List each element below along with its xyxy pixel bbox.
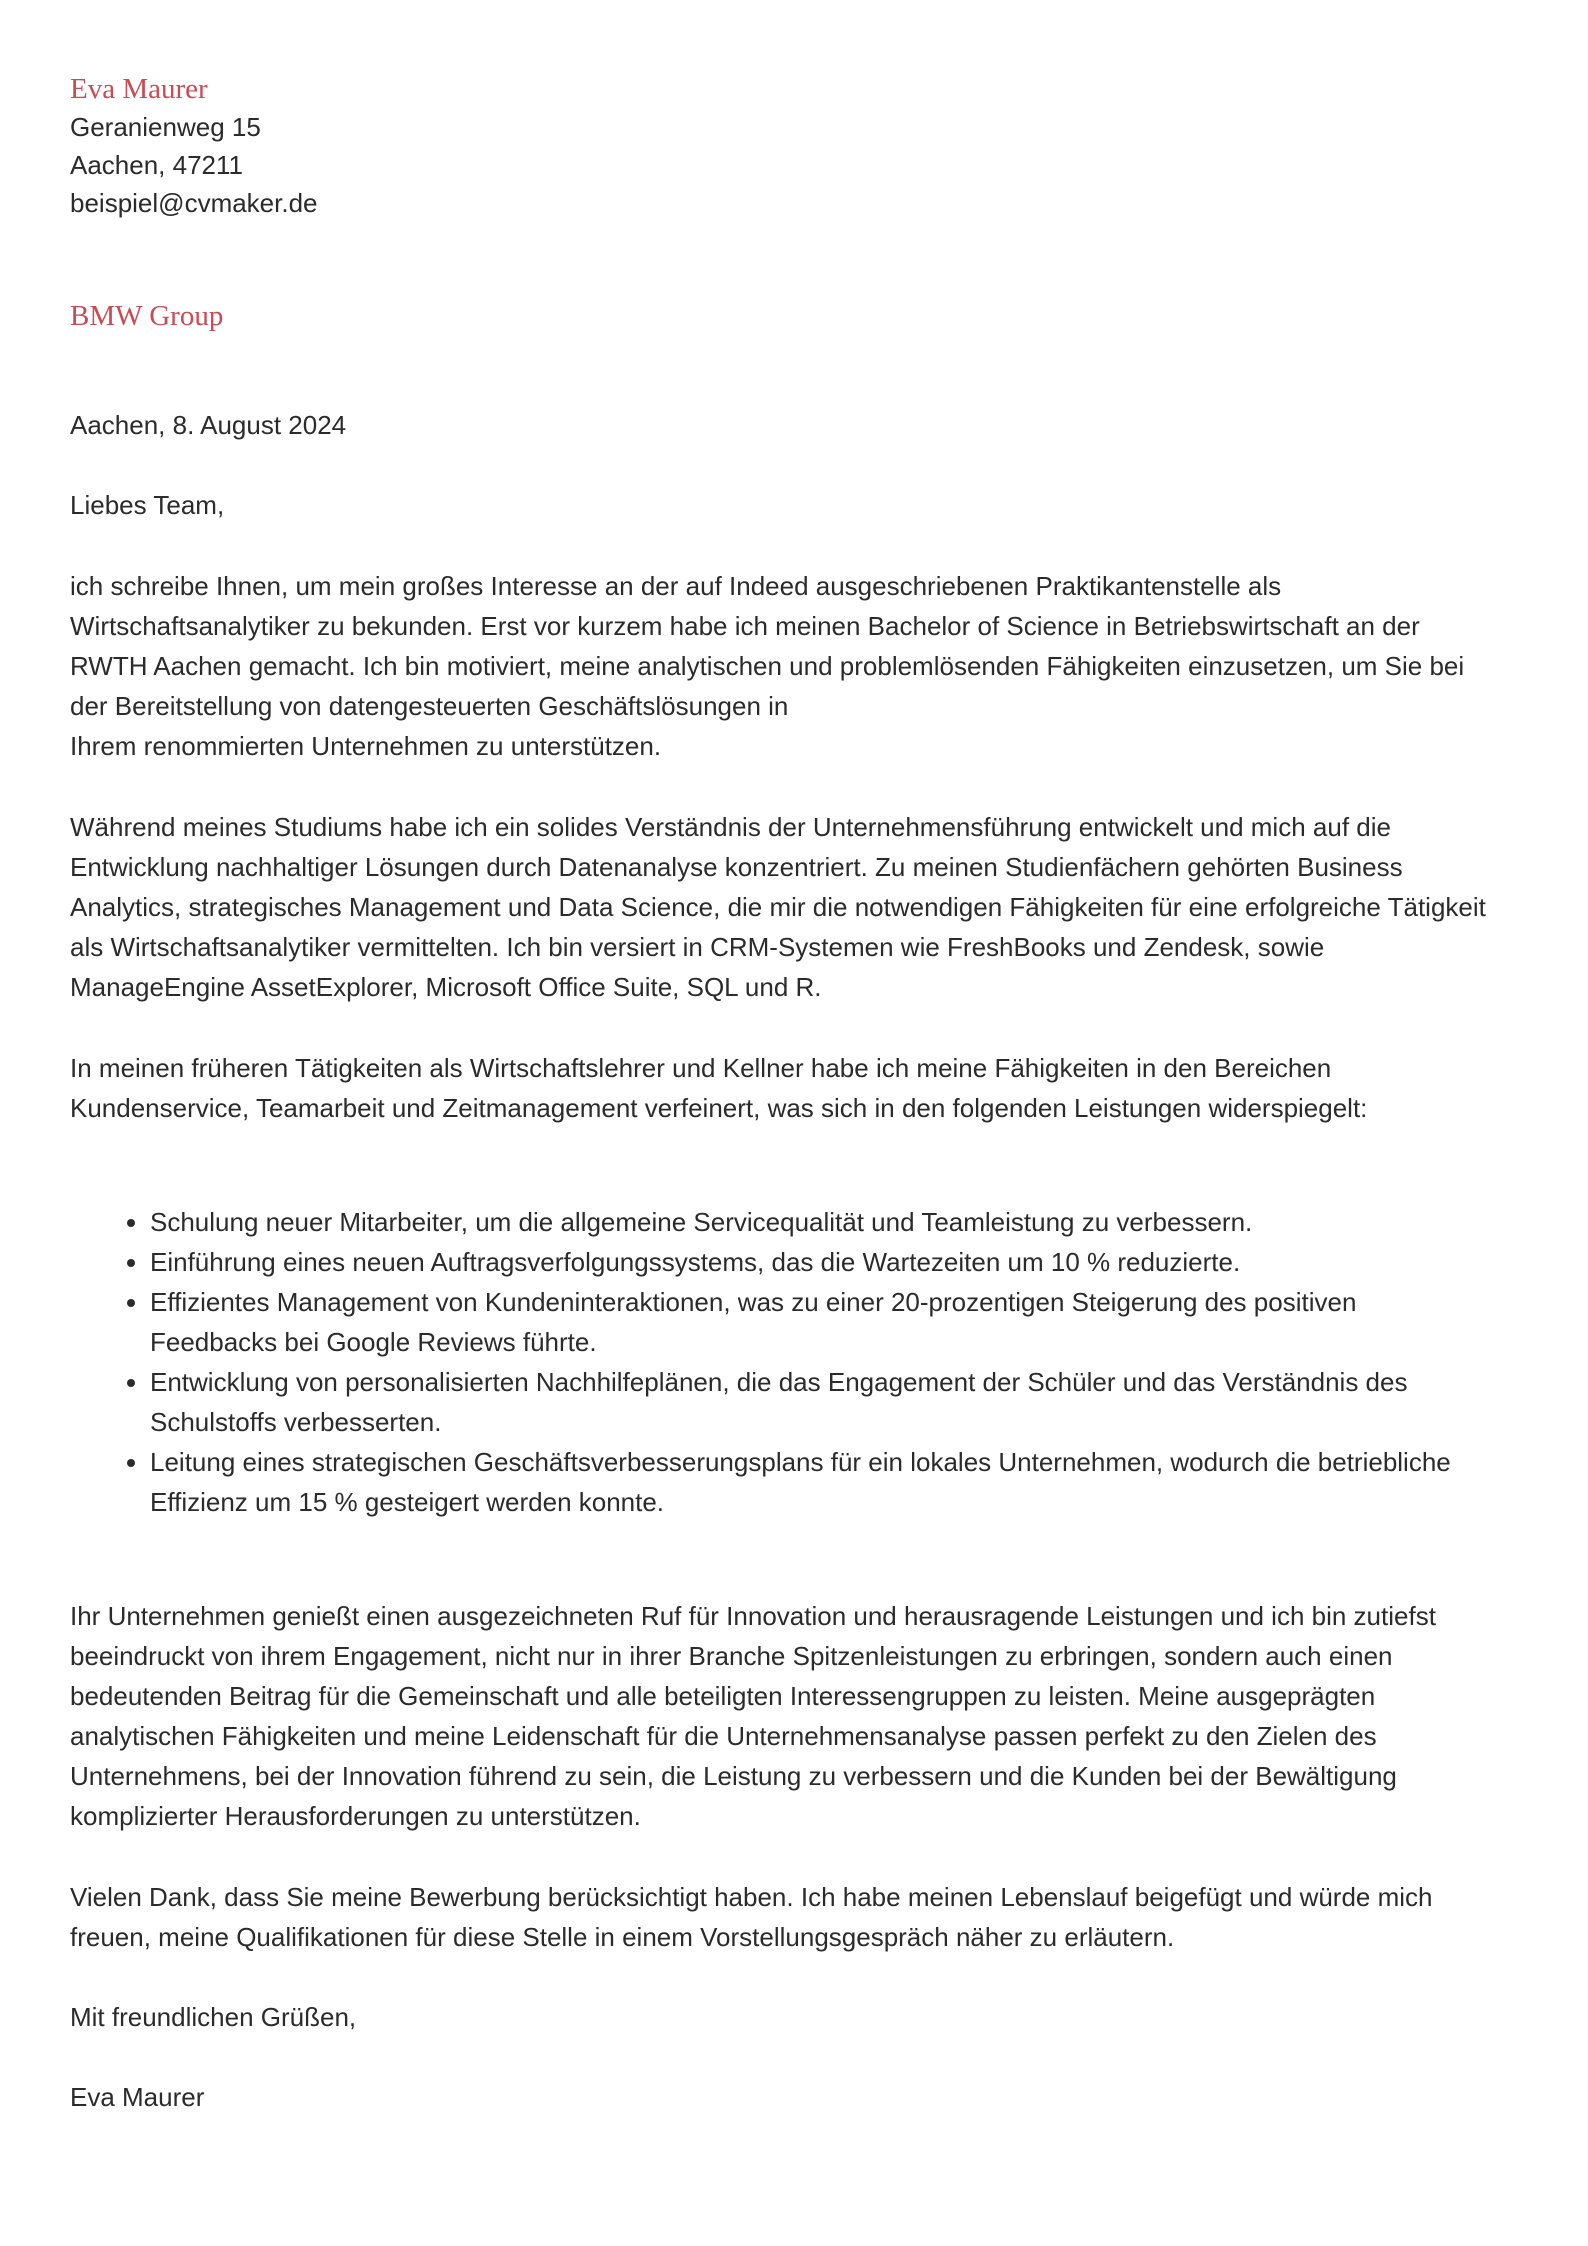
salutation: Liebes Team, bbox=[70, 490, 225, 520]
paragraph-company: Ihr Unternehmen genießt einen ausgezeichneten Ruf für Innovation und herausragende Leistungen und ich bin zutiefst beeindruckt von ihrem Engagement, nicht nur in ihrer Branche Spitzenleistungen zu erbringen, sondern auch einen bedeutenden Beitrag für die Gemeinschaft und alle beteiligten Interessengruppen zu leisten. Meine ausgeprägten analytischen Fähigkeiten und meine Leidenschaft für die Unternehmensanalyse passen perfekt zu den Zielen des Unternehmens, bei der Innovation führend zu sein, die Leistung zu verbessern und die Kunden bei der Bewältigung komplizierter Herausforderungen zu unterstützen. bbox=[70, 1601, 1436, 1831]
list-item: • Einführung eines neuen Auftragsverfolgungssystems, das die Wartezeiten um 10 % reduzierte. bbox=[150, 1242, 1490, 1282]
closing: Mit freundlichen Grüßen, bbox=[70, 2002, 357, 2032]
list-item: • Effizientes Management von Kundeninteraktionen, was zu einer 20-prozentigen Steigerung des positiven Feedbacks bei Google Reviews führte. bbox=[150, 1282, 1490, 1362]
sender-name: Eva Maurer bbox=[70, 73, 208, 105]
paragraph-intro-part1: ich schreibe Ihnen, um mein großes Interesse an der auf Indeed ausgeschriebenen Praktikantenstelle als Wirtschaftsanalytiker zu bekunden. Erst vor kurzem habe ich meinen Bachelor of Science in Betriebswirtschaft an der RWTH Aachen gemacht. Ich bin motiviert, meine analytischen und problemlösenden Fähigkeiten einzusetzen, um Sie bei der Bereitstellung von datengesteuerten Geschäftslösungen in bbox=[70, 571, 1465, 721]
letter-page bbox=[70, 70, 1490, 2117]
list-item: • Entwicklung von personalisierten Nachhilfeplänen, die das Engagement der Schüler und das Verständnis des Schulstoffs verbesserten. bbox=[150, 1362, 1490, 1442]
sender-city: Aachen, 47211 bbox=[70, 150, 243, 180]
signature-name: Eva Maurer bbox=[70, 2082, 205, 2112]
sender-email: beispiel@cvmaker.de bbox=[70, 188, 318, 218]
list-item: • Schulung neuer Mitarbeiter, um die allgemeine Servicequalität und Teamleistung zu verbessern. bbox=[150, 1202, 1490, 1242]
letter-date: Aachen, 8. August 2024 bbox=[70, 410, 347, 440]
paragraph-intro-part2: Ihrem renommierten Unternehmen zu unterstützen. bbox=[70, 731, 662, 761]
list-item: • Leitung eines strategischen Geschäftsverbesserungsplans für ein lokales Unternehmen, wodurch die betriebliche Effizienz um 15 % gesteigert werden konnte. bbox=[150, 1442, 1490, 1522]
recipient-company: BMW Group bbox=[70, 300, 224, 332]
paragraph-experience: In meinen früheren Tätigkeiten als Wirtschaftslehrer und Kellner habe ich meine Fähigkeiten in den Bereichen Kundenservice, Teamarbeit und Zeitmanagement verfeinert, was sich in den folgenden Leistungen widerspiegelt: bbox=[70, 1053, 1368, 1123]
paragraph-thanks: Vielen Dank, dass Sie meine Bewerbung berücksichtigt haben. Ich habe meinen Lebenslauf beigefügt und würde mich freuen, meine Qualifikationen für diese Stelle in einem Vorstellungsgespräch näher zu erläutern. bbox=[70, 1882, 1433, 1952]
paragraph-intro bbox=[70, 566, 1490, 766]
paragraph-studies: Während meines Studiums habe ich ein solides Verständnis der Unternehmensführung entwickelt und mich auf die Entwicklung nachhaltiger Lösungen durch Datenanalyse konzentriert. Zu meinen Studienfächern gehörten Business Analytics, strategisches Management und Data Science, die mir die notwendigen Fähigkeiten für eine erfolgreiche Tätigkeit als Wirtschaftsanalytiker vermittelten. Ich bin versiert in CRM-Systemen wie FreshBooks und Zendesk, sowie ManageEngine AssetExplorer, Microsoft Office Suite, SQL und R. bbox=[70, 812, 1486, 1002]
sender-street: Geranienweg 15 bbox=[70, 112, 261, 142]
sender-block bbox=[70, 70, 1490, 222]
achievements-list bbox=[70, 1202, 1490, 1522]
